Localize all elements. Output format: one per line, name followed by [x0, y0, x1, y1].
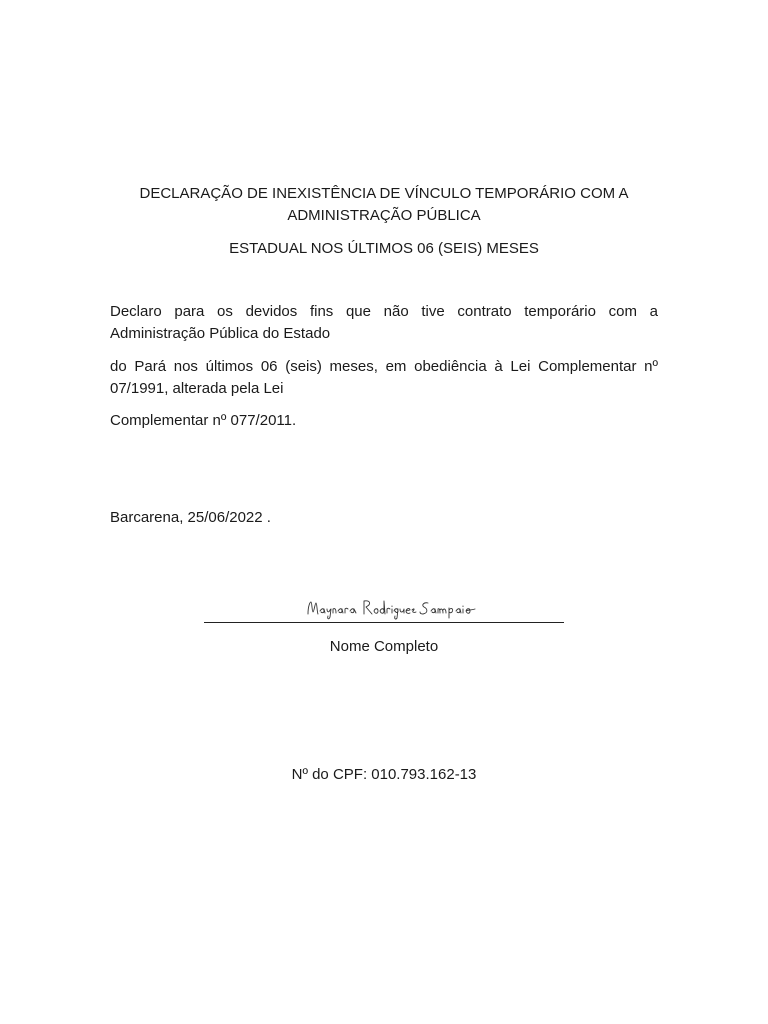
handwritten-signature: [300, 594, 500, 622]
signer-name-label: Nome Completo: [329, 638, 439, 655]
declaration-paragraph-1: Declaro para os devidos fins que não tive contrato temporário com a Administração Pública do Estado: [110, 303, 658, 342]
document-subtitle: ESTADUAL NOS ÚLTIMOS 06 (SEIS) MESES: [229, 240, 539, 257]
signature-line: [204, 622, 564, 623]
cpf-number: Nº do CPF: 010.793.162-13: [291, 766, 477, 783]
declaration-paragraph-2: do Pará nos últimos 06 (seis) meses, em obediência à Lei Complementar nº 07/1991, alterada pela Lei: [110, 358, 658, 397]
place-and-date: Barcarena, 25/06/2022 .: [110, 509, 271, 526]
declaration-paragraph-3: Complementar nº 077/2011.: [110, 412, 297, 429]
document-title: DECLARAÇÃO DE INEXISTÊNCIA DE VÍNCULO TEMPORÁRIO COM A ADMINISTRAÇÃO PÚBLICA: [139, 185, 629, 224]
